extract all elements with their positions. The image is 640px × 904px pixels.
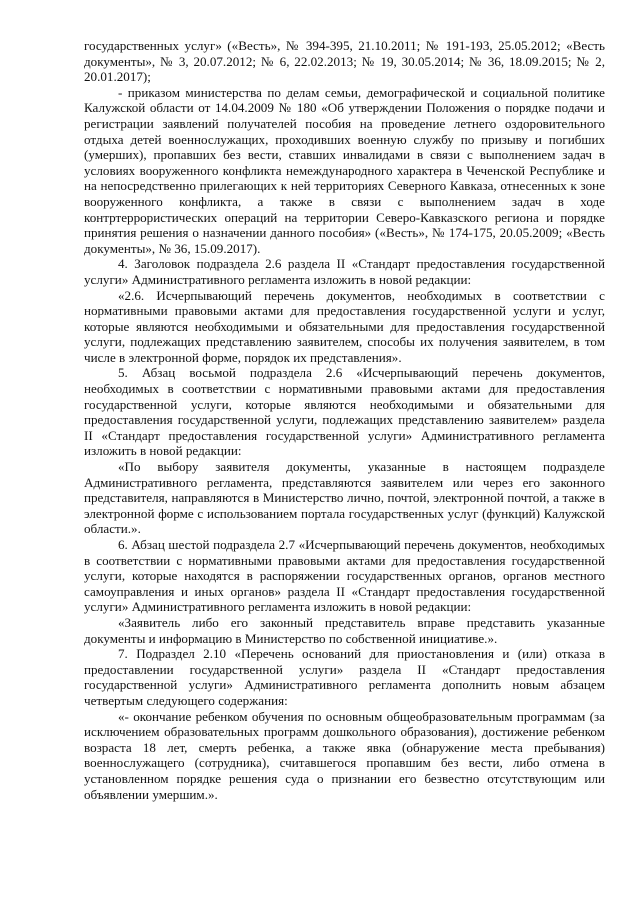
paragraph-item-4-text: «2.6. Исчерпывающий перечень документов, необходимых в соответствии с нормативными правовыми актами для предоставления государственной услуги и услуг, которые являются необходимыми и обязательными для предоставления государственной услуги, подлежащих представлению заявителем, способы их получения заявителем, в том числе в электронной форме, порядок их представления». — [84, 287, 605, 365]
paragraph-item-6: 6. Абзац шестой подраздела 2.7 «Исчерпывающий перечень документов, необходимых в соответствии с нормативными правовыми актами для предоставления государственной услуги, которые находятся в распоряжении государственных органов, органов местного самоуправления и иных органов» раздела II «Стандарт предоставления государственной услуги» Административного регламента изложить в новой редакции: — [84, 537, 605, 615]
paragraph-citation-continuation: государственных услуг» («Весть», № 394-395, 21.10.2011; № 191-193, 25.05.2012; «Весть документы», № 3, 20.07.2012; № 6, 22.02.2013; № 19, 30.05.2014; № 36, 18.09.2015; № 2, 20.01.2017); — [84, 38, 605, 85]
paragraph-item-5: 5. Абзац восьмой подраздела 2.6 «Исчерпывающий перечень документов, необходимых в соответствии с нормативными правовыми актами для предоставления государственной услуги, которые являются необходимыми и обязательными для предоставления государственной услуги, подлежащих представлению заявителем» раздела II «Стандарт предоставления государственной услуги» Административного регламента изложить в новой редакции: — [84, 365, 605, 459]
paragraph-item-6-text: «Заявитель либо его законный представитель вправе представить указанные документы и информацию в Министерство по собственной инициативе.». — [84, 614, 605, 646]
paragraph-item-5-text: «По выбору заявителя документы, указанные в настоящем подразделе Административного регламента, представляются заявителем или через его законного представителя, направляются в Министерство лично, почтой, электронной почтой, а также в электронной форме с использованием портала государственных услуг (функций) Калужской области.». — [84, 459, 605, 537]
document-page — [84, 38, 605, 802]
paragraph-item-7-text: «- окончание ребенком обучения по основным общеобразовательным программам (за исключением образовательных программ дошкольного образования), достижение ребенком возраста 18 лет, смерть ребенка, а также явка (обнаружение места пребывания) военнослужащего (сотрудника), считавшегося пропавшим без вести, либо отмена в установленном порядке решения суда о признании его безвестно отсутствующим или объявлении умершим.». — [84, 708, 605, 802]
paragraph-item-4: 4. Заголовок подраздела 2.6 раздела II «Стандарт предоставления государственной услуги» Административного регламента изложить в новой редакции: — [84, 256, 605, 287]
paragraph-order-reference: - приказом министерства по делам семьи, демографической и социальной политике Калужской области от 14.04.2009 № 180 «Об утверждении Положения о порядке подачи и регистрации заявлений получателей пособия на проведение летнего оздоровительного отдыха детей военнослужащих, проходивших военную службу по призыву и погибших (умерших), пропавших без вести, ставших инвалидами в связи с выполнением задач в условиях вооруженного конфликта немеждународного характера в Чеченской Республике и на непосредственно прилегающих к ней территориях Северного Кавказа, отнесенных к зоне вооруженного конфликта, а также в связи с выполнением задач в ходе контртеррористических операций на территории Северо-Кавказского региона и порядке принятия решения о назначении данного пособия» («Весть», № 174-175, 20.05.2009; «Весть документы», № 36, 15.09.2017). — [84, 84, 605, 256]
paragraph-item-7: 7. Подраздел 2.10 «Перечень оснований для приостановления и (или) отказа в предоставлении государственной услуги» раздела II «Стандарт предоставления государственной услуги» Административного регламента дополнить новым абзацем четвертым следующего содержания: — [84, 646, 605, 708]
